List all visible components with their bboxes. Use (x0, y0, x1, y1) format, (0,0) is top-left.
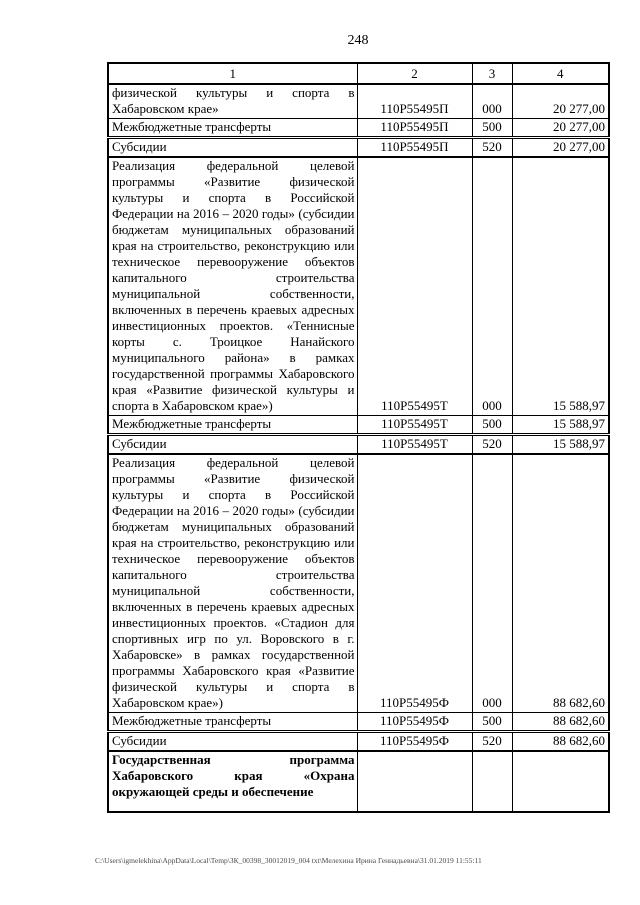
cell-target-item-code: 110Р55495Ф (357, 454, 472, 713)
table-row (108, 751, 609, 812)
cell-program-name: Субсидии (108, 732, 357, 752)
cell-program-name: Реализация федеральной целевой программы «Развитие физической культуры и спорта в Российской Федерации на 2016 – 2020 годы» (субсидии бюджетам муниципальных образований края на строительство, реконструкцию или техническое перевооружение объектов капитального строительства муниципальной собственности, включенных в перечень краевых адресных инвестиционных проектов. «Теннисные корты с. Троицкое Нанайского муниципального района» в рамках государственной программы Хабаровского края «Развитие физической культуры и спорта в Хабаровском крае») (108, 157, 357, 416)
cell-amount: 15 588,97 (512, 416, 609, 435)
cell-expense-type-code: 000 (472, 157, 512, 416)
cell-expense-type-code: 000 (472, 84, 512, 119)
cell-amount: 88 682,60 (512, 713, 609, 732)
cell-expense-type-code: 520 (472, 732, 512, 752)
cell-program-name: Государственная программа Хабаровского края «Охрана окружающей среды и обеспечение (108, 751, 357, 812)
header-cell-3: 3 (472, 63, 512, 84)
cell-program-name: Межбюджетные трансферты (108, 119, 357, 138)
cell-expense-type-code: 000 (472, 454, 512, 713)
cell-expense-type-code: 500 (472, 416, 512, 435)
table-row (108, 119, 609, 138)
header-cell-2: 2 (357, 63, 472, 84)
table-row (108, 138, 609, 158)
table-clip-region (107, 62, 613, 845)
table-row (108, 84, 609, 119)
cell-amount: 20 277,00 (512, 84, 609, 119)
cell-target-item-code (357, 751, 472, 812)
cell-program-name: физической культуры и спорта в Хабаровском крае» (108, 84, 357, 119)
cell-target-item-code: 110Р55495П (357, 84, 472, 119)
cell-expense-type-code: 520 (472, 138, 512, 158)
cell-amount: 20 277,00 (512, 138, 609, 158)
table-row (108, 157, 609, 416)
cell-program-name: Реализация федеральной целевой программы «Развитие физической культуры и спорта в Российской Федерации на 2016 – 2020 годы» (субсидии бюджетам муниципальных образований края на строительство, реконструкцию или техническое перевооружение объектов капитального строительства муниципальной собственности, включенных в перечень краевых адресных инвестиционных проектов. «Стадион для спортивных игр по ул. Воровского в г. Хабаровске» в рамках государственной программы Хабаровского края «Развитие физической культуры и спорта в Хабаровском крае») (108, 454, 357, 713)
cell-amount: 88 682,60 (512, 732, 609, 752)
cell-program-name: Межбюджетные трансферты (108, 416, 357, 435)
cell-target-item-code: 110Р55495П (357, 119, 472, 138)
cell-expense-type-code: 500 (472, 713, 512, 732)
table-row (108, 435, 609, 455)
footer-file-path: C:\Users\igmelekhina\AppData\Local\Temp\ЗК_00398_30012019_004 txt\Мелехина Ирина Геннадьевна\31.01.2019 11:55:11 (95, 856, 482, 865)
budget-table-header (108, 63, 609, 84)
budget-table-body (108, 84, 609, 812)
cell-program-name: Субсидии (108, 435, 357, 455)
cell-target-item-code: 110Р55495Ф (357, 713, 472, 732)
cell-expense-type-code: 520 (472, 435, 512, 455)
cell-expense-type-code: 500 (472, 119, 512, 138)
page-number: 248 (347, 33, 369, 48)
cell-target-item-code: 110Р55495Т (357, 435, 472, 455)
cell-amount: 15 588,97 (512, 435, 609, 455)
cell-amount: 88 682,60 (512, 454, 609, 713)
header-cell-1: 1 (108, 63, 357, 84)
cell-amount (512, 751, 609, 812)
cell-expense-type-code (472, 751, 512, 812)
cell-program-name: Субсидии (108, 138, 357, 158)
cell-target-item-code: 110Р55495Т (357, 416, 472, 435)
table-row (108, 713, 609, 732)
header-row (108, 63, 609, 84)
header-cell-4: 4 (512, 63, 609, 84)
cell-program-name: Межбюджетные трансферты (108, 713, 357, 732)
cell-target-item-code: 110Р55495П (357, 138, 472, 158)
cell-target-item-code: 110Р55495Т (357, 157, 472, 416)
table-row (108, 454, 609, 713)
cell-amount: 20 277,00 (512, 119, 609, 138)
cell-target-item-code: 110Р55495Ф (357, 732, 472, 752)
budget-table (107, 62, 610, 813)
cell-amount: 15 588,97 (512, 157, 609, 416)
table-row (108, 416, 609, 435)
table-row (108, 732, 609, 752)
